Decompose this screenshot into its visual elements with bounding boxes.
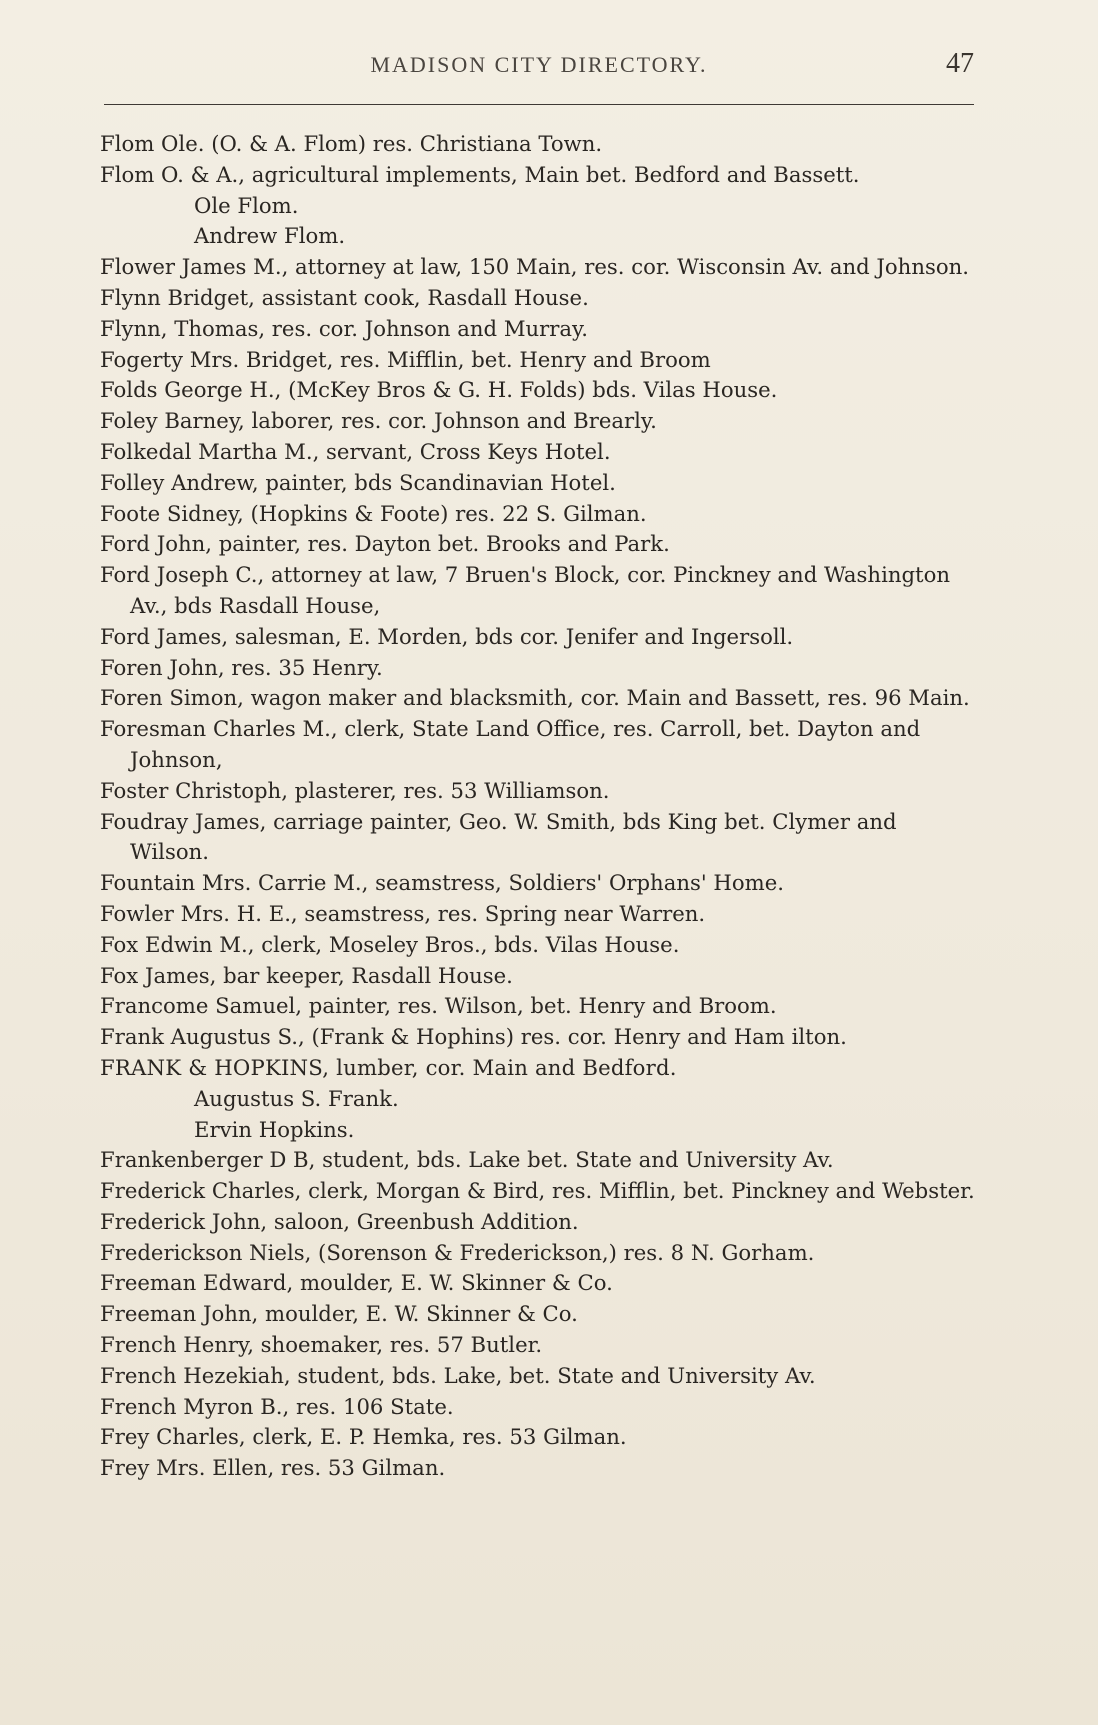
directory-entry: Flom Ole. (O. & A. Flom) res. Christiana Town. bbox=[100, 131, 603, 156]
directory-entry: Fox Edwin M., clerk, Moseley Bros., bds. Vilas House. bbox=[100, 931, 680, 957]
directory-entry: Flynn, Thomas, res. cor. Johnson and Murray. bbox=[100, 315, 588, 341]
running-title: MADISON CITY DIRECTORY. bbox=[370, 52, 708, 77]
directory-entry: Ford John, painter, res. Dayton bet. Brooks and Park. bbox=[100, 531, 670, 557]
directory-entry: Foote Sidney, (Hopkins & Foote) res. 22 S. Gilman. bbox=[100, 500, 647, 526]
directory-entry: Frankenberger D B, student, bds. Lake bet. State and University Av. bbox=[100, 1147, 834, 1173]
directory-entry: Frank Augustus S., (Frank & Hophins) res. cor. Henry and Ham ilton. bbox=[100, 1024, 847, 1050]
directory-entry: Frederick Charles, clerk, Morgan & Bird, res. Mifflin, bet. Pinckney and Webster. bbox=[100, 1178, 975, 1204]
firm-member: Andrew Flom. bbox=[194, 223, 346, 249]
directory-entry: Folkedal Martha M., servant, Cross Keys Hotel. bbox=[100, 438, 611, 464]
directory-entry: Flynn Bridget, assistant cook, Rasdall House. bbox=[100, 284, 589, 310]
directory-entry: Folley Andrew, painter, bds Scandinavian Hotel. bbox=[100, 469, 616, 495]
directory-entry: Frederickson Niels, (Sorenson & Frederickson,) res. 8 N. Gorham. bbox=[100, 1239, 815, 1265]
directory-entry: Frederick John, saloon, Greenbush Addition. bbox=[100, 1208, 579, 1234]
header-rule bbox=[104, 104, 974, 105]
directory-entry: Foster Christoph, plasterer, res. 53 Williamson. bbox=[100, 777, 610, 803]
directory-entry: Flower James M., attorney at law, 150 Main, res. cor. Wisconsin Av. and Johnson. bbox=[100, 254, 969, 280]
directory-entry: French Hezekiah, student, bds. Lake, bet. State and University Av. bbox=[100, 1362, 816, 1388]
directory-entry: French Henry, shoemaker, res. 57 Butler. bbox=[100, 1332, 543, 1358]
directory-entry: Fowler Mrs. H. E., seamstress, res. Spring near Warren. bbox=[100, 900, 706, 926]
directory-entry: Ford Joseph C., attorney at law, 7 Bruen's Block, cor. Pinckney and Washington Av., bds Rasdall House, bbox=[100, 562, 950, 618]
firm-member: Ervin Hopkins. bbox=[194, 1116, 355, 1142]
directory-entry: Frey Mrs. Ellen, res. 53 Gilman. bbox=[100, 1455, 446, 1481]
directory-entry: French Myron B., res. 106 State. bbox=[100, 1393, 454, 1419]
directory-entry: Freeman John, moulder, E. W. Skinner & Co. bbox=[100, 1301, 578, 1327]
directory-entry: Fountain Mrs. Carrie M., seamstress, Soldiers' Orphans' Home. bbox=[100, 870, 785, 896]
directory-entry: Francome Samuel, painter, res. Wilson, bet. Henry and Broom. bbox=[100, 993, 777, 1019]
directory-entry: Foresman Charles M., clerk, State Land Office, res. Carroll, bet. Dayton and Johnson, bbox=[100, 716, 921, 772]
directory-entry: Frey Charles, clerk, E. P. Hemka, res. 53 Gilman. bbox=[100, 1424, 627, 1450]
directory-entry: Ford James, salesman, E. Morden, bds cor. Jenifer and Ingersoll. bbox=[100, 623, 794, 649]
firm-member: Ole Flom. bbox=[194, 192, 299, 218]
page-number: 47 bbox=[946, 48, 974, 79]
directory-entries bbox=[100, 129, 980, 1484]
directory-entry: Flom O. & A., agricultural implements, Main bet. Bedford and Bassett. bbox=[100, 161, 860, 187]
directory-entry: Foley Barney, laborer, res. cor. Johnson and Brearly. bbox=[100, 408, 657, 434]
directory-entry: Foren John, res. 35 Henry. bbox=[100, 654, 383, 680]
running-header bbox=[104, 48, 974, 82]
directory-entry: Freeman Edward, moulder, E. W. Skinner & Co. bbox=[100, 1270, 613, 1296]
directory-entry: Foudray James, carriage painter, Geo. W. Smith, bds King bet. Clymer and Wilson. bbox=[100, 808, 897, 865]
directory-entry: Fogerty Mrs. Bridget, res. Mifflin, bet. Henry and Broom bbox=[100, 346, 711, 372]
directory-entry: FRANK & HOPKINS, lumber, cor. Main and Bedford. bbox=[100, 1054, 677, 1080]
directory-entry: Foren Simon, wagon maker and blacksmith, cor. Main and Bassett, res. 96 Main. bbox=[100, 685, 970, 711]
firm-member: Augustus S. Frank. bbox=[194, 1085, 399, 1111]
directory-entry: Fox James, bar keeper, Rasdall House. bbox=[100, 962, 513, 988]
directory-entry: Folds George H., (McKey Bros & G. H. Folds) bds. Vilas House. bbox=[100, 377, 778, 403]
